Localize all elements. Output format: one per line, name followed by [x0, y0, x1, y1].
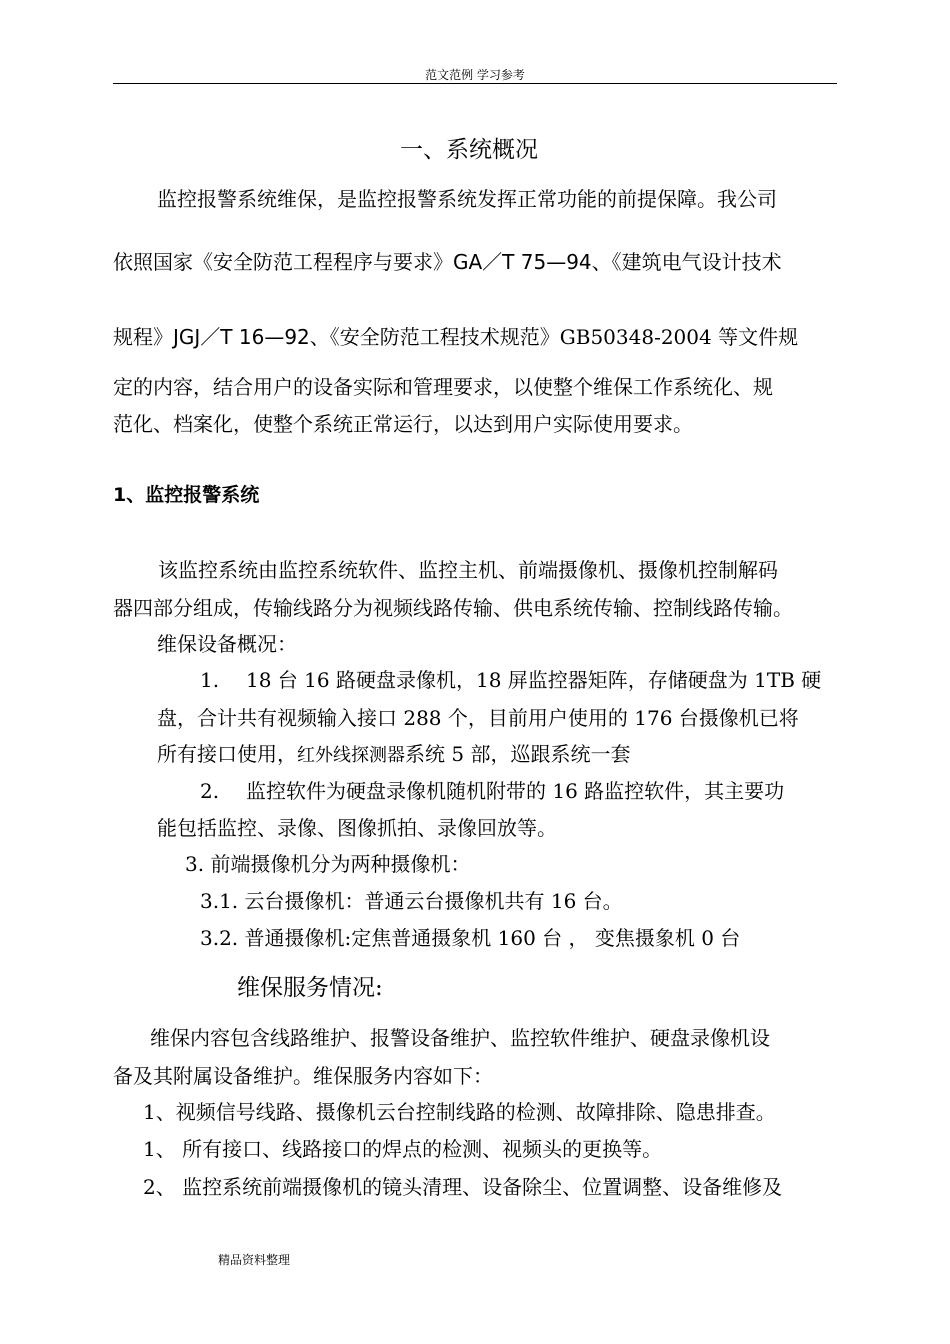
equipment-item-2-line-1: 监控软件为硬盘录像机随机附带的 16 路监控软件，其主要功 [246, 779, 785, 803]
equipment-item-1-line-3a: 所有接口使用， [157, 742, 297, 766]
equipment-item-3: 3. 前端摄像机分为两种摄像机： [185, 852, 471, 876]
service-item-2: 1、 所有接口、线路接口的焊点的检测、视频头的更换等。 [143, 1137, 663, 1161]
equipment-item-3-2: 3.2. 普通摄像机:定焦普通摄象机 160 台 ， 变焦摄象机 0 台 [200, 926, 741, 950]
intro-line-2 [113, 250, 782, 274]
intro-line-3 [113, 325, 798, 349]
equipment-item-2-number: 2. [200, 779, 220, 803]
intro-line-2b: GA／T 75—94、 [453, 250, 612, 274]
service-item-1: 1、视频信号线路、摄像机云台控制线路的检测、故障排除、隐患排查。 [143, 1100, 776, 1124]
service-item-3: 2、 监控系统前端摄像机的镜头清理、设备除尘、位置调整、设备维修及 [143, 1175, 783, 1199]
equipment-item-3-1: 3.1. 云台摄像机：普通云台摄像机共有 16 台。 [200, 889, 623, 913]
system-desc-line-2: 器四部分组成，传输线路分为视频线路传输、供电系统传输、控制线路传输。 [113, 596, 793, 620]
equipment-item-1-number: 1. [200, 668, 220, 692]
equipment-item-1-line-2: 盘，合计共有视频输入接口 288 个，目前用户使用的 176 台摄像机已将 [157, 706, 799, 730]
intro-line-1: 监控报警系统维保，是监控报警系统发挥正常功能的前提保障。我公司 [157, 187, 777, 211]
intro-line-2c: 《建筑电气设计技术 [611, 250, 782, 274]
header-rule [113, 83, 837, 84]
page-footer: 精品资料整理 [218, 1253, 291, 1267]
system-desc-line-3: 维保设备概况： [157, 632, 297, 656]
intro-line-5: 范化、档案化，使整个系统正常运行，以达到用户实际使用要求。 [113, 412, 693, 436]
page-header: 范文范例 学习参考 [425, 68, 525, 82]
equipment-item-2-line-2: 能包括监控、录像、图像抓拍、录像回放等。 [157, 816, 557, 840]
intro-line-3b: JGJ／T 16—92、 [173, 325, 330, 349]
intro-line-3a: 规程》 [113, 325, 173, 349]
equipment-item-1-line-3 [157, 742, 630, 768]
system-desc-line-1: 该监控系统由监控系统软件、监控主机、前端摄像机、摄像机控制解码 [158, 558, 778, 582]
equipment-item-1-line-1: 18 台 16 路硬盘录像机，18 屏监控器矩阵，存储硬盘为 1TB 硬 [246, 668, 822, 692]
service-line-1: 维保内容包含线路维护、报警设备维护、监控软件维护、硬盘录像机设 [150, 1026, 770, 1050]
intro-line-4: 定的内容，结合用户的设备实际和管理要求，以使整个维保工作系统化、规 [113, 375, 773, 399]
subsection-title: 1、监控报警系统 [113, 484, 260, 506]
equipment-item-1-line-3c: 系统 5 部，巡跟系统一套 [405, 742, 631, 766]
section-title: 一、系统概况 [400, 137, 538, 163]
service-line-2: 备及其附属设备维护。维保服务内容如下： [113, 1064, 493, 1088]
service-title: 维保服务情况: [237, 975, 383, 1001]
intro-line-3c: 《安全防范工程技术规范》GB50348-2004 等文件规 [329, 325, 799, 349]
equipment-item-1-line-3b: 红外线探测器 [297, 745, 405, 766]
intro-line-2a: 依照国家《安全防范工程程序与要求》 [113, 250, 453, 274]
